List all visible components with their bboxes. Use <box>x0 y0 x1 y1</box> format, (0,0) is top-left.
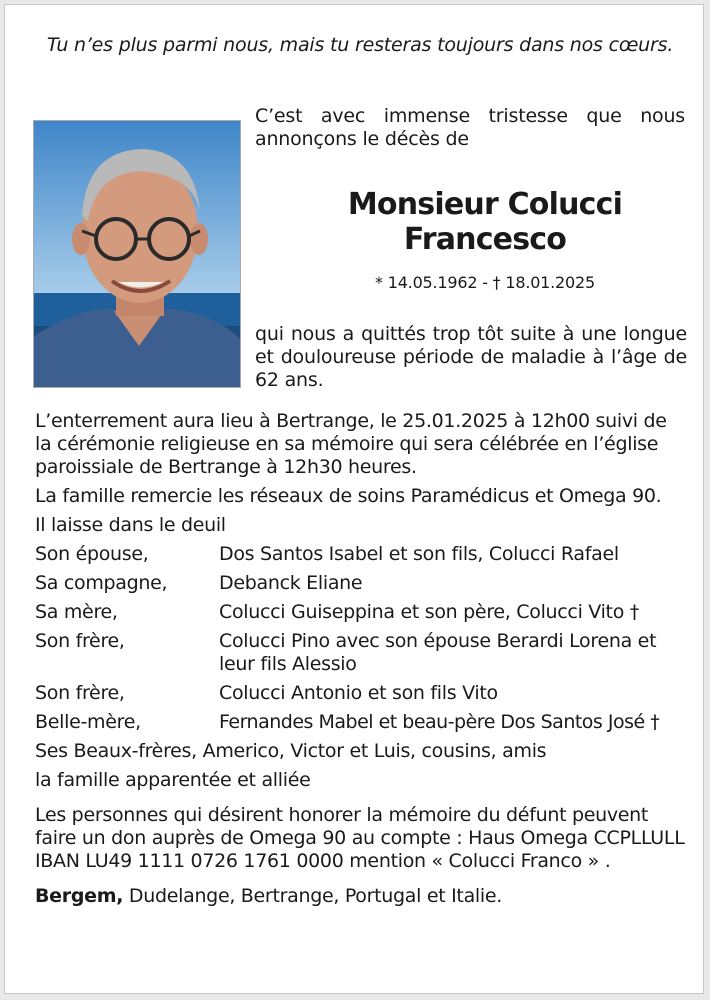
places-bold: Bergem, <box>35 885 124 907</box>
family-relation: Son épouse, <box>35 543 149 565</box>
mourning-intro: Il laisse dans le deuil <box>35 514 226 536</box>
family-row <box>35 601 685 624</box>
family-relation: Son frère, <box>35 682 125 704</box>
life-dates: * 14.05.1962 - † 18.01.2025 <box>375 273 595 292</box>
places-rest: Dudelange, Bertrange, Portugal et Italie. <box>123 885 503 907</box>
family-row <box>35 572 685 595</box>
portrait-photo <box>33 120 241 388</box>
obituary-card <box>4 4 704 994</box>
family-names: Debanck Eliane <box>219 572 363 594</box>
family-relation: Son frère, <box>35 630 125 652</box>
family-row <box>35 630 685 676</box>
family-names: Colucci Pino avec son épouse Berardi Lorena et leur fils Alessio <box>219 630 657 675</box>
relatives-text: la famille apparentée et alliée <box>35 769 311 791</box>
family-names: Colucci Antonio et son fils Vito <box>219 682 498 704</box>
donation-text: Les personnes qui désirent honorer la mémoire du défunt peuvent faire un don auprès de Omega 90 au compte : Haus Omega CCPLLULL IBAN LU49 1111 0726 1761 0000 mention « Colucci Franco » . <box>35 804 685 872</box>
thanks-text: La famille remercie les réseaux de soins Paramédicus et Omega 90. <box>35 485 662 507</box>
family-relation: Belle-mère, <box>35 711 141 733</box>
passing-text: qui nous a quittés trop tôt suite à une longue et douloureuse période de maladie à l’âge de 62 ans. <box>255 323 687 391</box>
deceased-name <box>305 187 665 257</box>
family-names: Dos Santos Isabel et son fils, Colucci Rafael <box>219 543 619 565</box>
family-row <box>35 682 685 705</box>
brothers-in-law: Ses Beaux-frères, Americo, Victor et Luis, cousins, amis <box>35 740 547 762</box>
announcement-body <box>35 410 685 914</box>
places-line <box>35 885 685 908</box>
name-line-1: Monsieur Colucci <box>347 187 623 222</box>
family-row <box>35 543 685 566</box>
name-line-2: Francesco <box>403 222 567 257</box>
family-names: Colucci Guiseppina et son père, Colucci Vito † <box>219 601 639 623</box>
funeral-details: L’enterrement aura lieu à Bertrange, le 25.01.2025 à 12h00 suivi de la cérémonie religieuse en sa mémoire qui sera célébrée en l’église paroissiale de Bertrange à 12h30 heures. <box>35 410 667 478</box>
memorial-quote: Tu n’es plus parmi nous, mais tu resteras toujours dans nos cœurs. <box>46 34 674 56</box>
intro-text: C’est avec immense tristesse que nous annonçons le décès de <box>255 105 685 150</box>
family-names: Fernandes Mabel et beau-père Dos Santos José † <box>219 711 660 733</box>
family-relation: Sa compagne, <box>35 572 168 594</box>
family-row <box>35 711 685 734</box>
family-relation: Sa mère, <box>35 601 118 623</box>
